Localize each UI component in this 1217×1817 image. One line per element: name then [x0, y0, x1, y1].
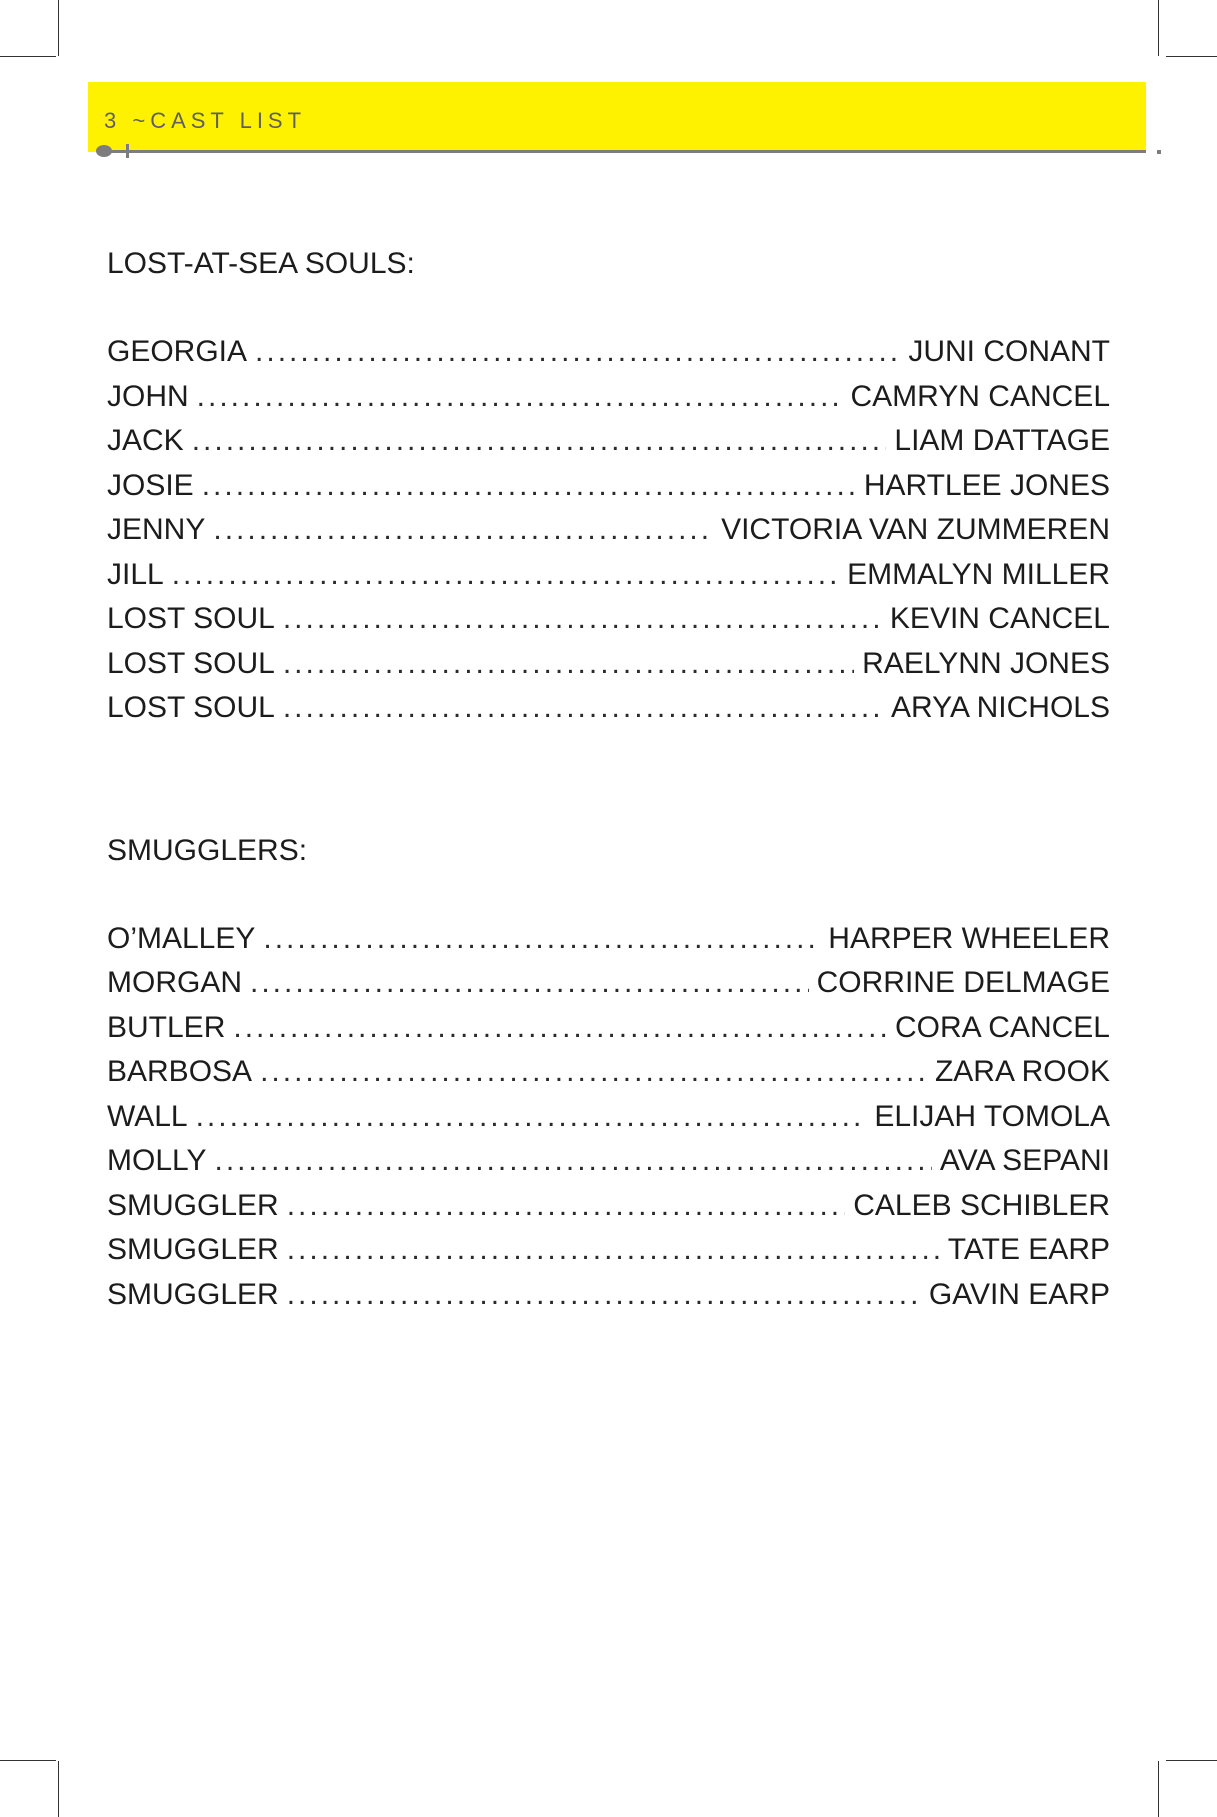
role-name: JOSIE	[107, 468, 194, 502]
role-name: JOHN	[107, 379, 189, 413]
role-name: SMUGGLER	[107, 1277, 279, 1311]
role-name: MORGAN	[107, 966, 242, 999]
dot-leader	[202, 464, 856, 509]
role-name: JACK	[107, 424, 184, 457]
crop-mark-top-left-horizontal	[0, 56, 56, 57]
actor-name: CORA CANCEL	[894, 1010, 1110, 1044]
section-heading: LOST-AT-SEA SOULS:	[107, 247, 415, 280]
actor-name: KEVIN CANCEL	[889, 602, 1110, 635]
actor-name: TATE EARP	[947, 1233, 1110, 1266]
crop-mark-bottom-right-horizontal	[1166, 1760, 1217, 1761]
cast-list	[107, 330, 1110, 731]
cast-row	[107, 961, 1110, 1006]
role-name: LOST SOUL	[107, 691, 275, 724]
cast-row	[107, 1273, 1110, 1318]
cast-row	[107, 508, 1110, 553]
dot-leader	[260, 1050, 927, 1095]
section-lost-at-sea-souls	[107, 242, 1110, 731]
actor-name: EMMALYN MILLER	[847, 557, 1110, 591]
rule-end-dot	[1157, 150, 1161, 154]
cast-row	[107, 419, 1110, 464]
role-name: BUTLER	[107, 1010, 226, 1044]
crop-mark-bottom-right-vertical	[1158, 1761, 1159, 1817]
dot-leader	[214, 1139, 931, 1184]
dot-leader	[283, 597, 882, 642]
dot-leader	[283, 642, 854, 687]
actor-name: GAVIN EARP	[928, 1277, 1110, 1311]
cast-row	[107, 642, 1110, 687]
cast-row	[107, 597, 1110, 642]
dot-leader	[192, 419, 887, 464]
role-name: LOST SOUL	[107, 602, 275, 635]
dot-leader	[263, 917, 820, 962]
crop-mark-bottom-left-vertical	[58, 1761, 59, 1817]
role-name: WALL	[107, 1099, 188, 1133]
actor-name: RAELYNN JONES	[862, 646, 1110, 680]
actor-name: HARPER WHEELER	[828, 921, 1110, 955]
cast-row	[107, 1050, 1110, 1095]
cast-row	[107, 1184, 1110, 1229]
actor-name: VICTORIA VAN ZUMMEREN	[721, 513, 1110, 546]
cast-row	[107, 1095, 1110, 1140]
dot-leader	[283, 686, 883, 731]
actor-name: ELIJAH TOMOLA	[874, 1099, 1110, 1133]
section-spacer	[107, 731, 1110, 829]
cast-row	[107, 464, 1110, 509]
cast-row	[107, 375, 1110, 420]
cast-row	[107, 1006, 1110, 1051]
role-name: JENNY	[107, 513, 206, 546]
cast-row	[107, 917, 1110, 962]
dot-leader	[233, 1006, 887, 1051]
actor-name: JUNI CONANT	[908, 335, 1110, 368]
role-name: JILL	[107, 557, 164, 591]
crop-mark-top-right-horizontal	[1166, 56, 1217, 57]
actor-name: CAMRYN CANCEL	[850, 379, 1110, 413]
role-name: GEORGIA	[107, 335, 248, 368]
cast-row	[107, 1139, 1110, 1184]
dot-leader	[287, 1273, 921, 1318]
role-name: MOLLY	[107, 1144, 207, 1177]
section-heading: SMUGGLERS:	[107, 833, 308, 867]
dot-leader	[287, 1184, 846, 1229]
dot-leader	[172, 553, 839, 598]
role-name: SMUGGLER	[107, 1188, 279, 1222]
dot-leader	[213, 508, 713, 553]
actor-name: ARYA NICHOLS	[891, 691, 1110, 724]
actor-name: HARTLEE JONES	[863, 468, 1110, 502]
dot-leader	[287, 1228, 940, 1273]
cast-row	[107, 1228, 1110, 1273]
cast-row	[107, 686, 1110, 731]
role-name: LOST SOUL	[107, 646, 275, 680]
cast-list	[107, 917, 1110, 1318]
header-rule	[104, 150, 1146, 153]
actor-name: CALEB SCHIBLER	[853, 1188, 1110, 1222]
dot-leader	[197, 375, 843, 420]
role-name: SMUGGLER	[107, 1233, 279, 1266]
dot-leader	[250, 961, 809, 1006]
role-name: BARBOSA	[107, 1055, 253, 1088]
crop-mark-bottom-left-horizontal	[0, 1760, 56, 1761]
crop-mark-top-left-vertical	[58, 0, 59, 56]
cast-row	[107, 330, 1110, 375]
section-smugglers	[107, 829, 1110, 1318]
dot-leader	[255, 330, 900, 375]
page-title: 3 ~CAST LIST	[104, 108, 307, 133]
actor-name: ZARA ROOK	[934, 1055, 1110, 1088]
crop-mark-top-right-vertical	[1158, 0, 1159, 56]
cast-row	[107, 553, 1110, 598]
role-name: O’MALLEY	[107, 921, 256, 955]
actor-name: CORRINE DELMAGE	[816, 966, 1110, 999]
actor-name: AVA SEPANI	[939, 1144, 1110, 1177]
actor-name: LIAM DATTAGE	[894, 424, 1110, 457]
dot-leader	[196, 1095, 867, 1140]
cast-list-content	[107, 242, 1110, 1317]
